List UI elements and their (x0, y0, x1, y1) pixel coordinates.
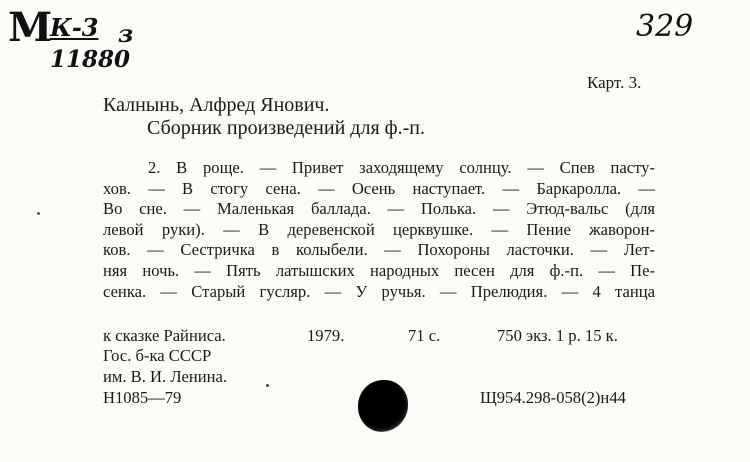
contents-line: хов. — В стогу сена. — Осень наступает. — Баркаролла. — (103, 178, 655, 198)
ink-speck (266, 384, 269, 387)
corner-number-handwritten: 329 (636, 9, 694, 44)
shelf-number-top-handwritten: К-3 (50, 13, 99, 42)
contents-list (103, 158, 655, 302)
publication-note: к сказке Райниса. (103, 326, 226, 345)
print-run-price: 750 экз. 1 р. 15 к. (497, 326, 618, 345)
shelf-mark-handwritten: М (8, 4, 53, 51)
work-title: Сборник произведений для ф.-п. (147, 117, 425, 139)
classification-index: Щ954.298-058(2)н44 (480, 388, 626, 407)
contents-line: левой руки). — В деревенской церквушке. — Пение жаворон- (103, 219, 655, 239)
library-name-line1: Гос. б-ка СССР (103, 346, 212, 365)
contents-line: Во сне. — Маленькая баллада. — Полька. — Этюд-вальс (для (103, 199, 655, 219)
ink-speck (37, 212, 40, 215)
shelf-number-suffix-handwritten: з (118, 19, 134, 48)
contents-line: 2. В роще. — Привет заходящему солнцу. — Спев пасту- (148, 158, 655, 177)
page-count: 71 с. (408, 326, 441, 345)
publication-year: 1979. (307, 326, 345, 345)
card-label: Карт. 3. (587, 73, 642, 92)
contents-line: ков. — Сестричка в колыбели. — Похороны ласточки. — Лет- (103, 240, 655, 260)
library-name-line2: им. В. И. Ленина. (103, 367, 227, 386)
ink-blot-stain (358, 380, 408, 432)
card-number: Н1085—79 (103, 388, 182, 407)
contents-line: сенка. — Старый гусляр. — У ручья. — Прелюдия. — 4 танца (103, 281, 655, 301)
contents-line: няя ночь. — Пять латышских народных песен для ф.-п. — Пе- (103, 260, 655, 280)
author-heading: Калнынь, Алфред Янович. (103, 94, 330, 116)
shelf-number-bottom-handwritten: 11880 (50, 46, 131, 73)
